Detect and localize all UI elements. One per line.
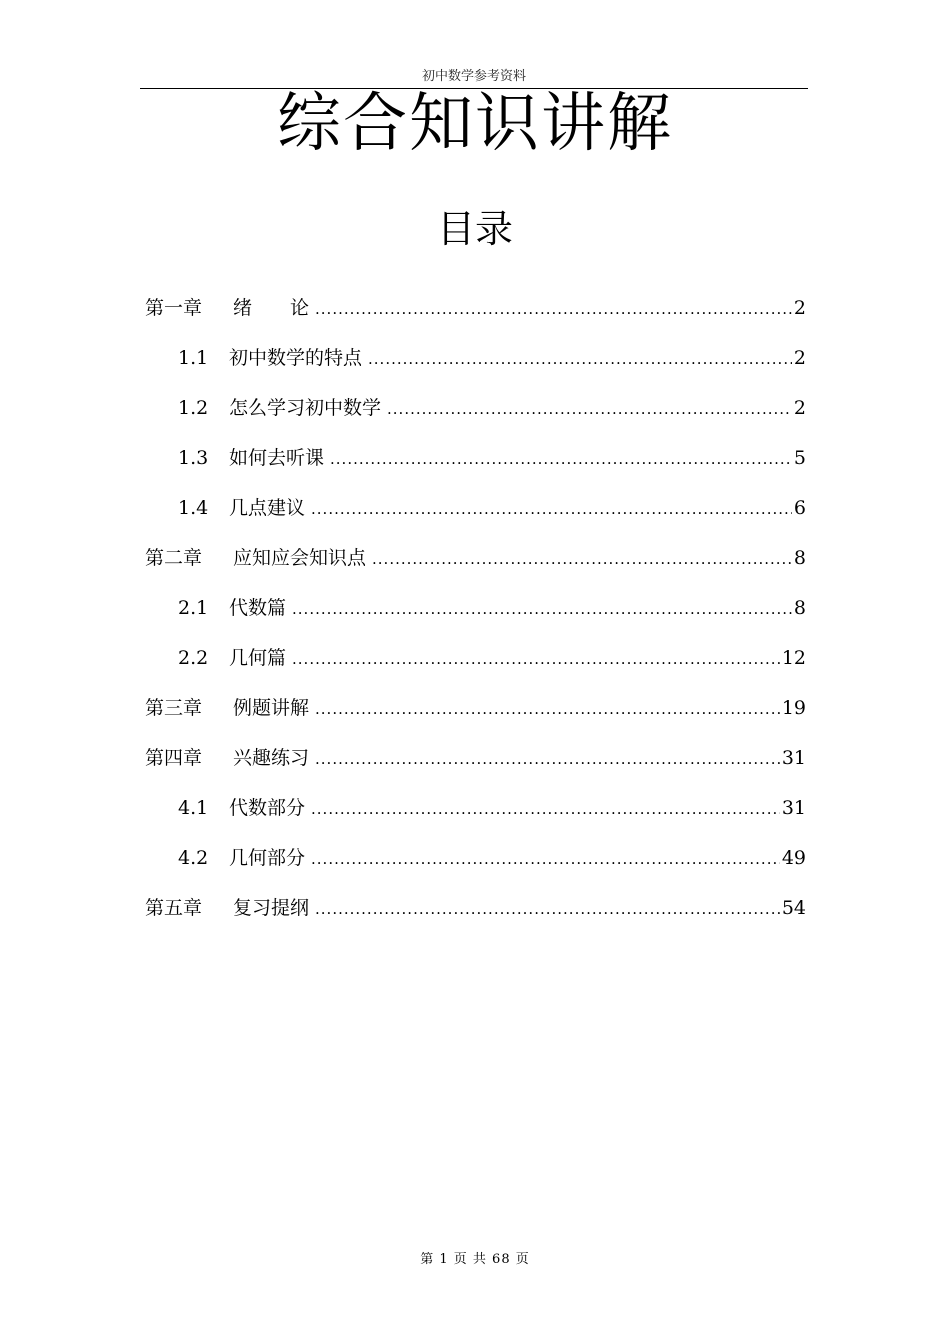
toc-leader-dots [368,350,792,368]
toc-entry-label: 怎么学习初中数学 [229,397,382,419]
toc-entry-label: 例题讲解 [233,697,310,719]
toc-entry-number: 1.1 [178,347,209,369]
toc-entry-number: 第三章 [145,697,203,719]
table-of-contents [145,293,806,943]
toc-entry[interactable] [145,643,806,693]
toc-entry-label: 绪 论 [233,297,310,319]
toc-entry-number: 第四章 [145,747,203,769]
page-header: 初中数学参考资料 [421,69,526,84]
toc-entry-number: 2.1 [178,597,209,619]
toc-entry[interactable] [145,693,806,743]
toc-entry[interactable] [145,893,806,943]
toc-entry[interactable] [145,493,806,543]
toc-leader-dots [330,450,792,468]
toc-entry-page: 54 [781,897,806,919]
toc-leader-dots [372,550,792,568]
toc-entry-page: 2 [793,347,806,369]
toc-entry-label: 如何去听课 [229,447,325,469]
toc-entry-number: 4.2 [178,847,209,869]
toc-entry-page: 8 [793,547,806,569]
toc-entry-label: 几何篇 [229,647,287,669]
toc-entry[interactable] [145,793,806,843]
toc-entry[interactable] [145,393,806,443]
toc-entry-number: 第五章 [145,897,203,919]
toc-leader-dots [315,300,792,318]
toc-entry-label: 复习提纲 [233,897,310,919]
toc-entry-label: 应知应会知识点 [233,547,367,569]
toc-leader-dots [315,750,780,768]
toc-leader-dots [315,900,780,918]
toc-entry[interactable] [145,543,806,593]
toc-heading: 目录 [436,207,513,251]
toc-leader-dots [311,850,780,868]
toc-entry-page: 31 [781,747,806,769]
toc-entry-page: 19 [781,697,806,719]
toc-entry-number: 1.2 [178,397,209,419]
toc-entry-number: 1.4 [178,497,209,519]
toc-entry-page: 2 [793,397,806,419]
toc-entry[interactable] [145,593,806,643]
toc-entry-label: 几何部分 [229,847,306,869]
toc-entry-page: 8 [793,597,806,619]
toc-entry-label: 代数篇 [229,597,287,619]
document-title: 综合知识讲解 [277,87,673,161]
toc-entry-page: 5 [793,447,806,469]
toc-entry-page: 6 [793,497,806,519]
toc-entry-label: 几点建议 [229,497,306,519]
toc-entry-page: 49 [781,847,806,869]
toc-entry-number: 4.1 [178,797,209,819]
toc-entry[interactable] [145,343,806,393]
toc-leader-dots [315,700,780,718]
toc-entry-page: 12 [781,647,806,669]
toc-entry[interactable] [145,843,806,893]
toc-entry-page: 2 [793,297,806,319]
toc-entry-label: 兴趣练习 [233,747,310,769]
toc-leader-dots [292,650,780,668]
toc-entry[interactable] [145,293,806,343]
toc-entry-number: 第二章 [145,547,203,569]
toc-leader-dots [292,600,792,618]
toc-entry-number: 1.3 [178,447,209,469]
toc-entry-number: 第一章 [145,297,203,319]
toc-leader-dots [311,500,792,518]
toc-entry-label: 初中数学的特点 [229,347,363,369]
toc-entry-label: 代数部分 [229,797,306,819]
toc-entry[interactable] [145,443,806,493]
toc-leader-dots [387,400,792,418]
toc-entry[interactable] [145,743,806,793]
page-footer: 第 1 页 共 68 页 [420,1252,530,1267]
toc-entry-page: 31 [781,797,806,819]
toc-leader-dots [311,800,780,818]
toc-entry-number: 2.2 [178,647,209,669]
